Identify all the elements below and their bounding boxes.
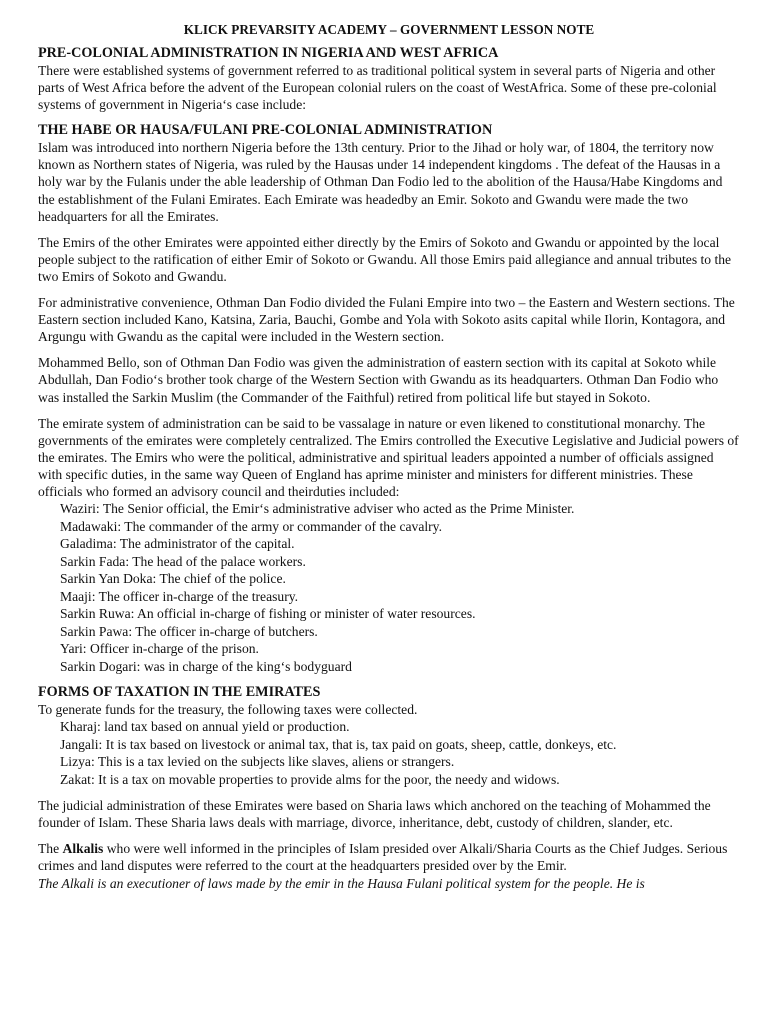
document-title: KLICK PREVARSITY ACADEMY – GOVERNMENT LESSON NOTE (183, 22, 595, 37)
list-item: Lizya: This is a tax levied on the subjects like slaves, aliens or strangers. (60, 754, 455, 770)
list-item: Kharaj: land tax based on annual yield or production. (60, 719, 350, 735)
paragraph-judicial: The judicial administration of these Emirates were based on Sharia laws which anchored on the teaching of Mohammed the founder of Islam. These Sharia laws deals with marriage, divorce, inheritance, debt, custody of children, slander, etc. (38, 798, 711, 831)
paragraph-islam: Islam was introduced into northern Nigeria before the 13th century. Prior to the Jihad or holy war, of 1804, the territory now known as Northern states of Nigeria, was ruled by the Hausas under 14 independent kingdoms . The defeat of the Hausas in a holy war by the Fulanis under the able leadership of Othman Dan Fodio led to the abolition of the Hausa/Habe Kingdoms and the establishment of the Fulani Emirates. Each Emirate was headedby an Emir. Sokoto and Gwandu were made the two headquarters for all the Emirates. (38, 140, 723, 224)
list-item: Yari: Officer in-charge of the prison. (60, 641, 259, 657)
paragraph-alkali-italic: The Alkali is an executioner of laws made by the emir in the Hausa Fulani political system for the people. He is (38, 875, 645, 891)
paragraph-emirs: The Emirs of the other Emirates were appointed either directly by the Emirs of Sokoto and Gwandu or appointed by the local people subject to the ratification of either Emir of Sokoto or Gwandu. All those Emirs paid allegiance and annual tributes to the two Emirs of Sokoto and Gwandu. (38, 234, 732, 284)
paragraph-bello: Mohammed Bello, son of Othman Dan Fodio was given the administration of eastern section with its capital at Sokoto while Abdullah, Dan Fodio‘s brother took charge of the Western Section with Gwandu as its headquarters. Othman Dan Fodio who was installed the Sarkin Muslim (the Commander of the Faithful) retired from political life but stayed in Sokoto. (38, 355, 719, 405)
paragraph-tax-intro: To generate funds for the treasury, the following taxes were collected. (38, 702, 418, 718)
section-heading-precolonial: PRE-COLONIAL ADMINISTRATION IN NIGERIA AND WEST AFRICA (38, 45, 499, 61)
paragraph-intro: There were established systems of government referred to as traditional political system in several parts of Nigeria and other parts of West Africa before the advent of the European colonial rulers on the coast of WestAfrica. Some of these pre-colonial systems of government in Nigeria‘s case include: (38, 63, 717, 113)
alkali-text-pre: The (38, 841, 63, 857)
list-item: Maaji: The officer in-charge of the treasury. (60, 588, 299, 604)
paragraph-sections: For administrative convenience, Othman Dan Fodio divided the Fulani Empire into two – the Eastern and Western sections. The Eastern section included Kano, Katsina, Zaria, Bauchi, Gombe and Yola with Sokoto asits capital while Ilorin, Kontagora, and Argungu with Gwandu as the capital were included in the Western section. (38, 295, 735, 345)
paragraph-emirate-system: The emirate system of administration can be said to be vassalage in nature or even likened to constitutional monarchy. The governments of the emirates were completely centralized. The Emirs controlled the Executive Legislative and Judicial powers of the emirates. The Emirs who were the political, administrative and spiritual leaders appointed a number of officials assigned with specific duties, in the same way Queen of England has aprime minister and ministers for different ministries. These officials who formed an advisory council and theirduties included: (38, 415, 739, 499)
alkali-bold-term: Alkalis (62, 841, 104, 857)
officials-list (38, 500, 740, 675)
taxes-list (38, 718, 740, 788)
list-item: Madawaki: The commander of the army or commander of the cavalry. (60, 518, 442, 534)
list-item: Sarkin Fada: The head of the palace workers. (60, 553, 306, 569)
list-item: Sarkin Yan Doka: The chief of the police. (60, 571, 286, 587)
list-item: Sarkin Ruwa: An official in-charge of fishing or minister of water resources. (60, 606, 476, 622)
paragraph-alkalis (38, 840, 740, 874)
section-heading-taxation: FORMS OF TAXATION IN THE EMIRATES (38, 684, 321, 701)
alkali-text-post: who were well informed in the principles of Islam presided over Alkali/Sharia Courts as the Chief Judges. Serious crimes and land disputes were referred to the court at the headquarters presided over by the Emir. (38, 841, 728, 874)
list-item: Zakat: It is a tax on movable properties to provide alms for the poor, the needy and widows. (60, 771, 560, 787)
section-heading-hausa-fulani: THE HABE OR HAUSA/FULANI PRE-COLONIAL ADMINISTRATION (38, 122, 493, 139)
list-item: Sarkin Pawa: The officer in-charge of butchers. (60, 623, 318, 639)
list-item: Jangali: It is tax based on livestock or animal tax, that is, tax paid on goats, sheep, cattle, donkeys, etc. (60, 736, 617, 752)
list-item: Sarkin Dogari: was in charge of the king‘s bodyguard (60, 658, 352, 674)
list-item: Galadima: The administrator of the capital. (60, 536, 295, 552)
list-item: Waziri: The Senior official, the Emir‘s administrative adviser who acted as the Prime Minister. (60, 501, 575, 517)
document-page (38, 18, 740, 901)
